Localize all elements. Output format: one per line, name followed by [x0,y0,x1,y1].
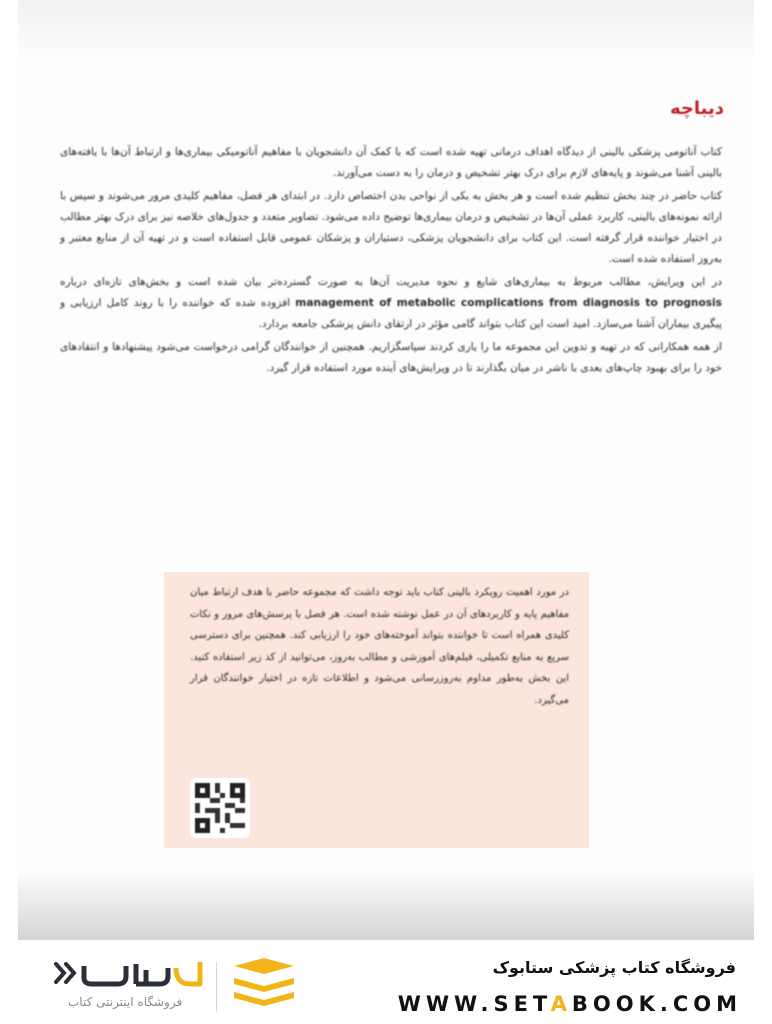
paragraph [60,272,722,335]
website-url[interactable] [398,992,742,1016]
highlight-box [164,572,589,848]
page-top-shadow [18,0,754,60]
paragraph: کتاب آناتومی پزشکی بالینی از دیدگاه اهداف درمانی تهیه شده است که با کمک آن دانشجویان با مفاهیم آناتومیکی بیماری‌ها و ارتباط آن‌ها با یافته‌های بالینی آشنا می‌شوند و پایه‌های لازم برای درک بهتر تشخیص و درمان را به دست می‌آورند. [60,146,722,179]
paragraph: کتاب حاضر در چند بخش تنظیم شده است و هر بخش به یکی از نواحی بدن اختصاص دارد. در ابتدای هر فصل، مفاهیم کلیدی مرور می‌شوند و سپس با ارائه نمونه‌های بالینی، کاربرد عملی آن‌ها در تشخیص و درمان بیماری‌ها توضیح داده می‌شود. تصاویر متعدد و جدول‌های خلاصه نیز برای درک بهتر مطالب در اختیار خواننده قرار گرفته است. این کتاب برای دانشجویان پزشکی، دستیاران و پزشکان عمومی قابل استفاده است و در تهیه آن از منابع معتبر و به‌روز استفاده شده است. [60,190,722,265]
logo-tagline: فروشگاه اینترنتی کتاب [68,995,183,1009]
paragraph-part: افزوده شده که خواننده را با روند کامل ارزیابی و پیگیری بیماران آشنا می‌سازد. امید است این کتاب بتواند گامی مؤثر در ارتقای دانش پزشکی جامعه بردارد. [60,297,722,330]
url-part: WWW.SET [397,992,551,1016]
body-text [60,142,722,381]
english-term: management of metabolic complications from diagnosis to prognosis [295,297,722,309]
book-stack-icon [228,956,300,1016]
qr-code-icon[interactable] [190,778,250,838]
store-name: فروشگاه کتاب پزشکی ستابوک [492,958,736,977]
setabook-wordmark-logo [48,956,208,990]
paragraph-part: در این ویرایش، مطالب مربوط به بیماری‌های شایع و نحوه مدیریت آن‌ها به صورت گسترده‌تر بیان شده است و بخش‌های تازه‌ای درباره [60,276,722,288]
paragraph: از همه همکارانی که در تهیه و تدوین این مجموعه ما را یاری کردند سپاسگزاریم. همچنین از خوانندگان گرامی درخواست می‌شود پیشنهادها و انتقادهای خود را برای بهبود چاپ‌های بعدی با ناشر در میان بگذارند تا در ویرایش‌های آینده مورد استفاده قرار گیرد. [60,341,722,374]
url-part: BOOK.COM [571,992,742,1016]
highlight-box-text: در مورد اهمیت رویکرد بالینی کتاب باید توجه داشت که مجموعه حاضر با هدف ارتباط میان مفاهیم پایه و کاربردهای آن در عمل نوشته شده است. هر فصل با پرسش‌های مرور و نکات کلیدی همراه است تا خواننده بتواند آموخته‌های خود را ارزیابی کند. همچنین برای دسترسی سریع به منابع تکمیلی، فیلم‌های آموزشی و مطالب به‌روز، می‌توانید از کد زیر استفاده کنید. این بخش به‌طور مداوم به‌روزرسانی می‌شود و اطلاعات تازه در اختیار خوانندگان قرار می‌گیرد. [190,587,569,706]
document-page [18,0,754,940]
chapter-title: دیباچه [670,98,724,119]
url-accent-letter: A [550,992,572,1016]
logo-divider [216,962,217,1012]
